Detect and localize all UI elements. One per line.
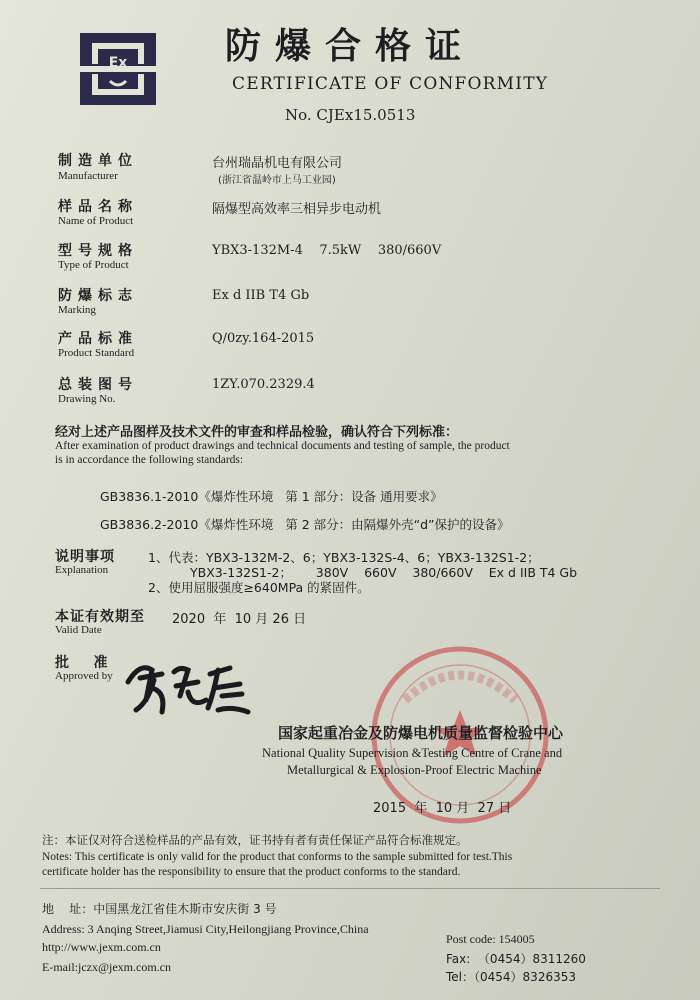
footer-post-code: Post code: 154005 bbox=[446, 932, 535, 946]
footer-email: E-mail:jczx@jexm.com.cn bbox=[42, 960, 172, 974]
notes-cn: 注：本证仅对符合送检样品的产品有效，证书持有者有责任保证产品符合标准规定。 bbox=[42, 833, 468, 847]
title-chinese: 防爆合格证 bbox=[225, 26, 476, 67]
footer-divider bbox=[40, 888, 660, 889]
validity-label-en: Valid Date bbox=[55, 624, 102, 636]
approval-label-cn: 批 准 bbox=[55, 655, 109, 671]
footer-website: http://www.jexm.com.cn bbox=[42, 940, 161, 954]
drawing-no-label-en: Drawing No. bbox=[58, 393, 116, 405]
marking-label-en: Marking bbox=[58, 304, 96, 316]
footer-fax: Fax: （0454）8311260 bbox=[446, 952, 586, 966]
issuer-name-en-1: National Quality Supervision &Testing Centre of Crane and bbox=[262, 746, 563, 760]
signature-icon bbox=[118, 652, 258, 722]
product-type-value: YBX3-132M-4 7.5kW 380/660V bbox=[212, 243, 442, 258]
validity-date: 2020 年 10 月 26 日 bbox=[172, 612, 307, 627]
issuer-name-cn: 国家起重冶金及防爆电机质量监督检验中心 bbox=[278, 724, 564, 742]
product-name-value: 隔爆型高效率三相异步电动机 bbox=[212, 202, 382, 217]
marking-value: Ex d IIB T4 Gb bbox=[212, 288, 310, 303]
marking-label-cn: 防爆标志 bbox=[58, 288, 138, 304]
explanation-line-1: 1、代表：YBX3-132M-2、6；YBX3-132S-4、6；YBX3-132S1-2； bbox=[148, 550, 540, 565]
manufacturer-label-en: Manufacturer bbox=[58, 170, 118, 182]
ex-logo-icon bbox=[80, 33, 156, 105]
issuer-name-en-2: Metallurgical & Explosion-Proof Electric Machine bbox=[287, 763, 542, 777]
footer-tel: Tel：（0454）8326353 bbox=[446, 970, 576, 984]
explanation-line-2: YBX3-132S1-2； 380V 660V 380/660V Ex d IIB T4 Gb bbox=[190, 565, 578, 580]
explanation-label-en: Explanation bbox=[55, 564, 109, 576]
footer-address-en: Address: 3 Anqing Street,Jiamusi City,Heilongjiang Province,China bbox=[42, 922, 369, 936]
product-name-label-cn: 样品名称 bbox=[58, 199, 138, 215]
svg-text:Ex: Ex bbox=[108, 55, 128, 71]
examination-text-en-2: is in accordance the following standards: bbox=[55, 454, 244, 466]
examination-text-cn: 经对上述产品图样及技术文件的审查和样品检验，确认符合下列标准： bbox=[55, 425, 459, 440]
product-name-label-en: Name of Product bbox=[58, 215, 134, 227]
standard-item: GB3836.1-2010《爆炸性环境 第 1 部分：设备 通用要求》 bbox=[100, 489, 443, 504]
issue-date: 2015 年 10 月 27 日 bbox=[373, 801, 512, 816]
standard-item: GB3836.2-2010《爆炸性环境 第 2 部分：由隔爆外壳“d”保护的设备》 bbox=[100, 517, 510, 532]
notes-en-2: certificate holder has the responsibility to ensure that the product conforms to the standard. bbox=[42, 866, 461, 878]
examination-text-en-1: After examination of product drawings and technical documents and testing of sample, the product bbox=[55, 440, 510, 452]
drawing-no-label-cn: 总装图号 bbox=[58, 377, 138, 393]
product-standard-label-cn: 产品标准 bbox=[58, 331, 138, 347]
drawing-no-value: 1ZY.070.2329.4 bbox=[212, 377, 315, 392]
product-type-label-en: Type of Product bbox=[58, 259, 129, 271]
explanation-label-cn: 说明事项 bbox=[55, 549, 115, 565]
product-type-label-cn: 型号规格 bbox=[58, 243, 138, 259]
footer-address-cn: 地 址：中国黑龙江省佳木斯市安庆街 3 号 bbox=[42, 902, 277, 916]
product-standard-label-en: Product Standard bbox=[58, 347, 135, 359]
certificate-number: No. CJEx15.0513 bbox=[285, 106, 416, 124]
manufacturer-label-cn: 制造单位 bbox=[58, 153, 138, 169]
notes-en-1: Notes: This certificate is only valid for the product that conforms to the sample submitted for test.This bbox=[42, 851, 513, 863]
product-standard-value: Q/0zy.164-2015 bbox=[212, 331, 315, 346]
manufacturer-address: (浙江省温岭市上马工业园) bbox=[218, 175, 336, 186]
approval-label-en: Approved by bbox=[55, 670, 113, 682]
manufacturer-value: 台州瑞晶机电有限公司 bbox=[212, 156, 343, 171]
validity-label-cn: 本证有效期至 bbox=[55, 609, 145, 625]
explanation-line-3: 2、使用屈服强度≥640MPa 的紧固件。 bbox=[148, 580, 370, 595]
title-english: CERTIFICATE OF CONFORMITY bbox=[232, 74, 549, 94]
